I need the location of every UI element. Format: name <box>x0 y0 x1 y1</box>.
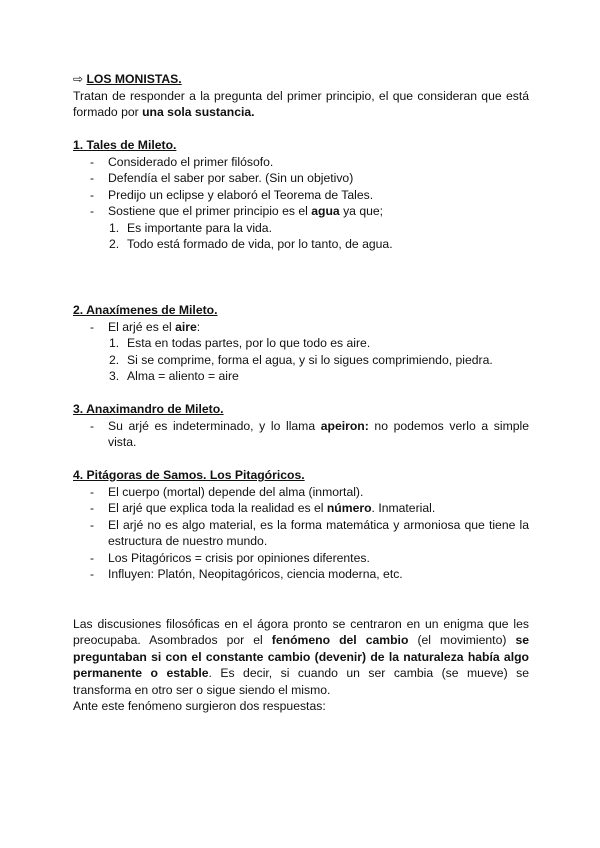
list-item: - El cuerpo (mortal) depende del alma (inmortal). <box>90 484 364 499</box>
anaximenes-list <box>73 319 529 336</box>
closing-last-line: Ante este fenómeno surgieron dos respuestas: <box>73 699 326 713</box>
list-item: - Los Pitagóricos = crisis por opiniones diferentes. <box>90 550 370 565</box>
anaximenes-sublist <box>73 335 529 385</box>
list-item: - Predijo un eclipse y elaboró el Teorema de Tales. <box>90 187 374 202</box>
section-title <box>73 71 529 88</box>
anaximandro-list <box>73 418 529 451</box>
list-item: - El arjé es el aire: <box>90 319 201 334</box>
list-item: - Influyen: Platón, Neopitagóricos, ciencia moderna, etc. <box>90 567 403 581</box>
pitagoras-list <box>73 484 529 583</box>
heading-anaximandro: 3. Anaximandro de Mileto. <box>73 402 224 416</box>
list-item: - Considerado el primer filósofo. <box>90 154 274 169</box>
numbered-item: 3. Alma = aliento = aire <box>109 369 239 383</box>
list-item: - Sostiene que el primer principio es el agua ya que; <box>90 204 384 218</box>
numbered-item: 1. Es importante para la vida. <box>109 220 272 235</box>
document-page <box>73 71 529 715</box>
tales-list <box>73 154 529 220</box>
numbered-item: 2. Todo está formado de vida, por lo tanto, de agua. <box>109 237 393 251</box>
numbered-item: 1. Esta en todas partes, por lo que todo es aire. <box>109 336 371 350</box>
heading-tales: 1. Tales de Mileto. <box>73 138 177 152</box>
list-item: - El arjé que explica toda la realidad es el número. Inmaterial. <box>90 501 436 515</box>
closing-paragraph: Las discusiones filosóficas en el ágora pronto se centraron en un enigma que les preocupaba. Asombrados por el fenómeno del cambio (el movimiento) se preguntaban si con el constante cambio (devenir) de la naturaleza había algo permanente o estable. Es decir, si cuando un ser cambia (se mueve) se transforma en otro ser o sigue siendo el mismo. <box>73 616 530 697</box>
list-item: - Su arjé es indeterminado, y lo llama apeiron: no podemos verlo a simple vista. <box>90 418 529 449</box>
tales-sublist <box>73 220 529 253</box>
heading-pitagoras: 4. Pitágoras de Samos. Los Pitagóricos. <box>73 468 305 482</box>
heading-anaximenes: 2. Anaxímenes de Mileto. <box>73 303 218 317</box>
list-item: - El arjé no es algo material, es la forma matemática y armoniosa que tiene la estructura de nuestro mundo. <box>90 517 529 548</box>
section-title-text: LOS MONISTAS. <box>86 72 182 86</box>
list-item: - Defendía el saber por saber. (Sin un objetivo) <box>90 171 354 185</box>
intro-paragraph: Tratan de responder a la pregunta del primer principio, el que consideran que está formado por una sola sustancia. <box>73 88 529 119</box>
numbered-item: 2. Si se comprime, forma el agua, y si lo sigues comprimiendo, piedra. <box>109 352 493 367</box>
right-arrow-icon: ⇨ <box>73 72 84 86</box>
